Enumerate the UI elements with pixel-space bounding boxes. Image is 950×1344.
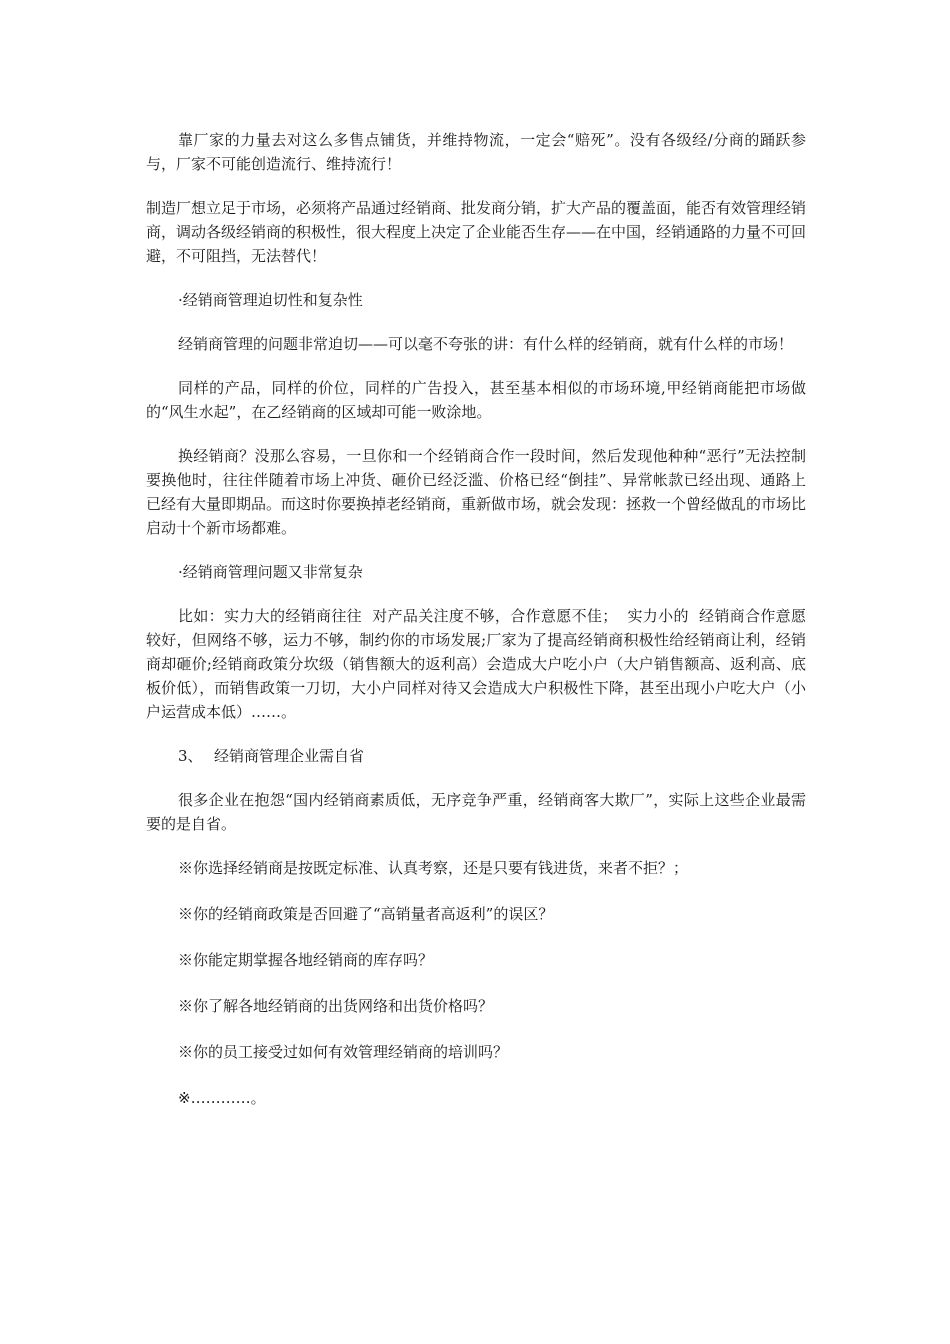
paragraph-example: 比如：实力大的经销商往往 对产品关注度不够，合作意愿不佳； 实力小的 经销商合作意愿较好，但网络不够，运力不够，制约你的市场发展;厂家为了提高经销商积极性给经销商让利，经销商却砸价;经销商政策分坎级（销售额大的返利高）会造成大户吃小户（大户销售额高、返利高、底板价低），而销售政策一刀切，大小户同样对待又会造成大户积极性下降，甚至出现小户吃大户（小户运营成本低）……。 xyxy=(146,607,806,721)
question-item: ※你选择经销商是按既定标准、认真考察，还是只要有钱进货，来者不拒？； xyxy=(178,859,689,877)
question-item: ※你的经销商政策是否回避了“高销量者高返利”的误区？ xyxy=(178,905,554,923)
section-heading-self-reflection xyxy=(146,744,806,768)
question-item: ※你了解各地经销商的出货网络和出货价格吗？ xyxy=(178,997,494,1015)
section-title: 经销商管理企业需自省 xyxy=(214,747,365,765)
section-number: 3、 xyxy=(178,747,203,765)
paragraph-same-product: 同样的产品，同样的价位，同样的广告投入，甚至基本相似的市场环境,甲经销商能把市场做的“风生水起”，在乙经销商的区域却可能一败涂地。 xyxy=(146,379,806,421)
paragraph-urgency: 经销商管理的问题非常迫切——可以毫不夸张的讲：有什么样的经销商，就有什么样的市场！ xyxy=(178,335,794,353)
paragraph-change-distributor: 换经销商？没那么容易，一旦你和一个经销商合作一段时间，然后发现他种种“恶行”无法控制要换他时，往往伴随着市场上冲货、砸价已经泛滥、价格已经“倒挂”、异常帐款已经出现、通路上已经有大量即期品。而这时你要换掉老经销商，重新做市场，就会发现：拯救一个曾经做乱的市场比启动十个新市场都难。 xyxy=(146,447,807,537)
paragraph-distribution-cost: 靠厂家的力量去对这么多售点铺货，并维持物流，一定会“赔死”。没有各级经/分商的踊跃参与，厂家不可能创造流行、维持流行！ xyxy=(146,131,806,173)
question-item: ※你的员工接受过如何有效管理经销商的培训吗？ xyxy=(178,1043,509,1061)
section-heading-complexity: ·经销商管理问题又非常复杂 xyxy=(178,563,363,581)
question-item: ※…………。 xyxy=(178,1089,266,1107)
paragraph-complaints: 很多企业在抱怨“国内经销商素质低，无序竞争严重，经销商客大欺厂”，实际上这些企业最需要的是自省。 xyxy=(146,791,806,833)
paragraph-manufacturer-market: 制造厂想立足于市场，必须将产品通过经销商、批发商分销，扩大产品的覆盖面，能否有效管理经销商，调动各级经销商的积极性，很大程度上决定了企业能否生存——在中国，经销通路的力量不可回避，不可阻挡，无法替代！ xyxy=(146,199,807,265)
section-heading-urgency-complexity: ·经销商管理迫切性和复杂性 xyxy=(178,291,363,309)
document-body xyxy=(146,128,806,1132)
question-item: ※你能定期掌握各地经销商的库存吗？ xyxy=(178,951,434,969)
